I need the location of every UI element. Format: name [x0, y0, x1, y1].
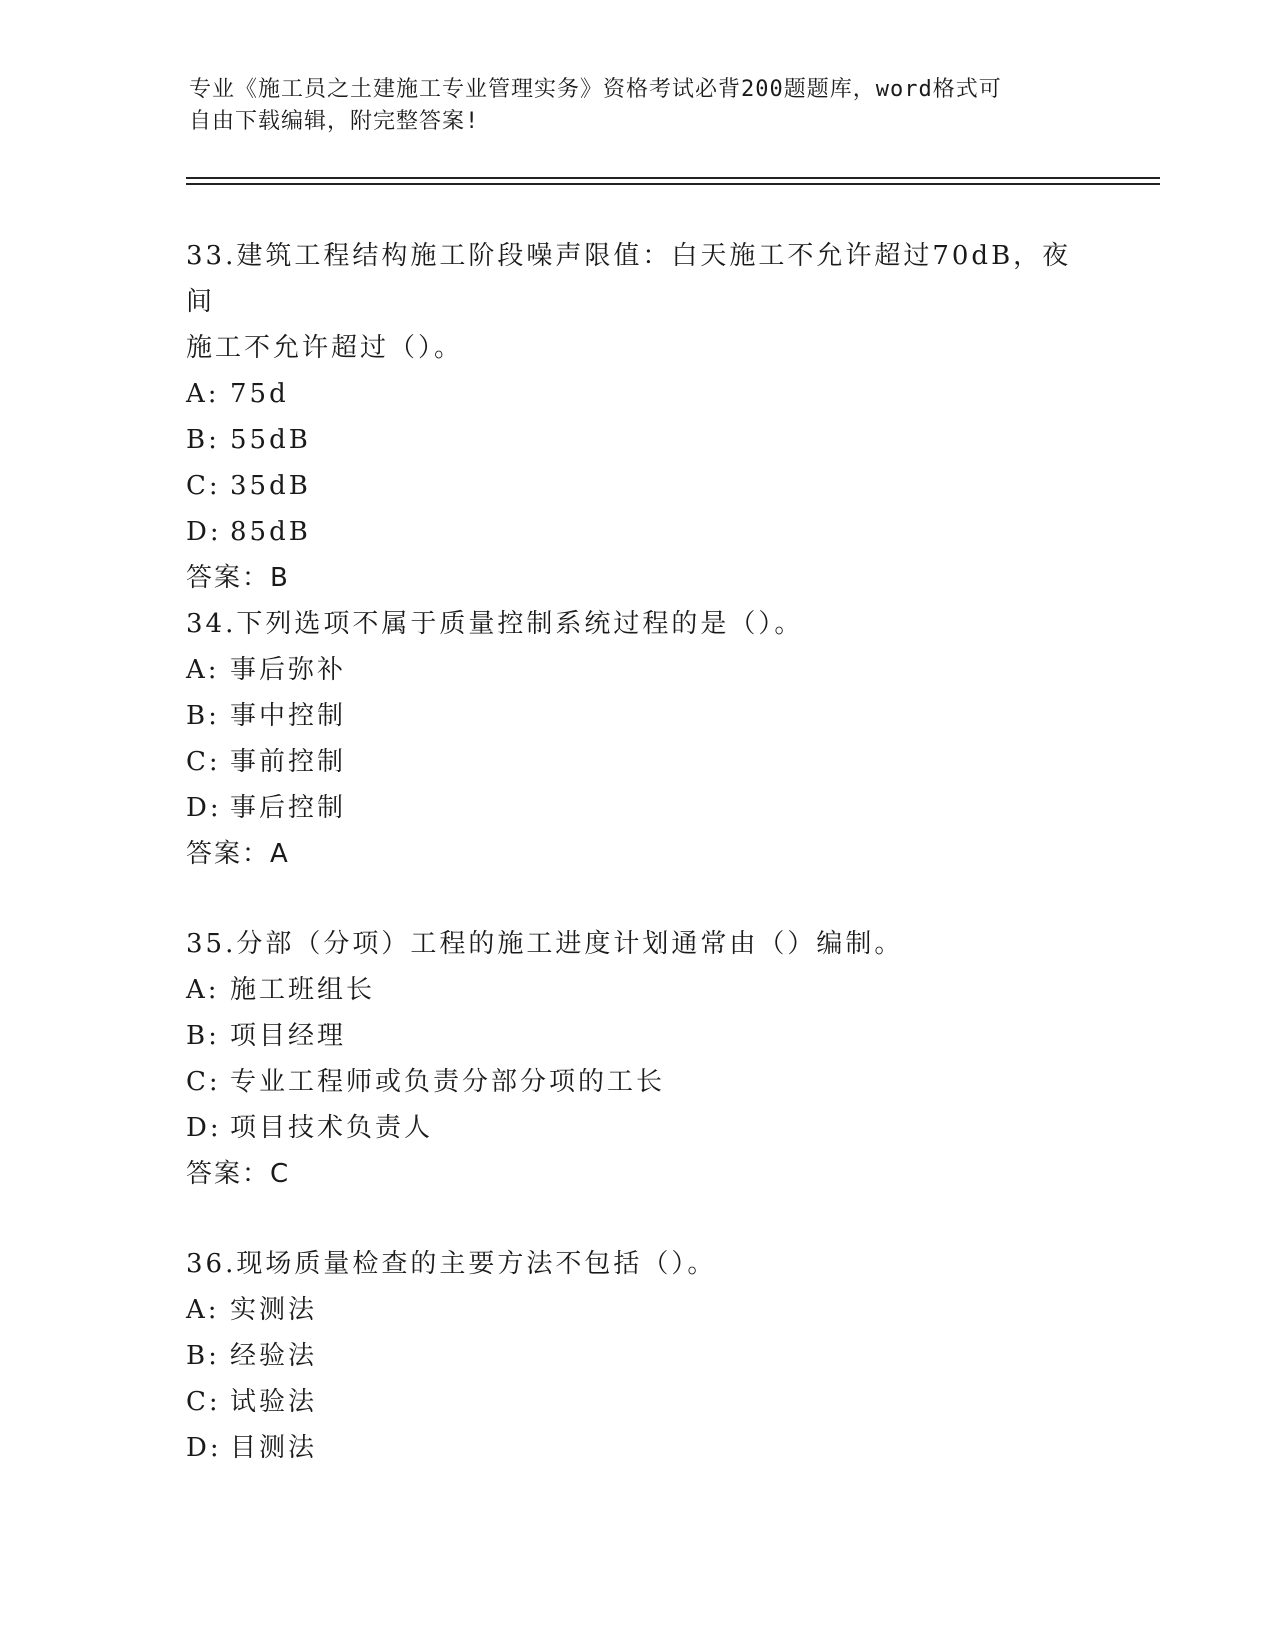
- option-letter: B:: [186, 701, 220, 731]
- answer: 答案：B: [186, 563, 290, 593]
- question-34: [186, 601, 1086, 877]
- question-title-continued: 施工不允许超过（）。: [186, 333, 464, 363]
- option-letter: D:: [186, 1433, 222, 1463]
- question-title: 33.建筑工程结构施工阶段噪声限值：白天施工不允许超过70dB，夜间: [186, 241, 1072, 317]
- header-line-2: 自由下载编辑，附完整答案!: [189, 109, 480, 134]
- option-d: [186, 509, 1086, 555]
- option-letter: D:: [186, 1113, 222, 1143]
- option-letter: C:: [186, 1387, 221, 1417]
- option-text: 经验法: [230, 1341, 318, 1371]
- question-title: 36.现场质量检查的主要方法不包括（）。: [186, 1249, 717, 1279]
- answer: 答案：C: [186, 1159, 291, 1189]
- option-text: 事中控制: [230, 701, 347, 731]
- option-c: [186, 1059, 1086, 1105]
- answer: 答案：A: [186, 839, 290, 869]
- option-text: 85dB: [230, 517, 311, 547]
- option-text: 55dB: [230, 425, 311, 455]
- option-letter: A:: [186, 655, 220, 685]
- question-33: [186, 233, 1086, 601]
- option-text: 试验法: [230, 1387, 318, 1417]
- option-a: [186, 647, 1086, 693]
- header-divider-bottom: [186, 183, 1160, 185]
- option-b: [186, 1333, 1086, 1379]
- option-text: 施工班组长: [230, 975, 376, 1005]
- option-text: 事后控制: [230, 793, 347, 823]
- option-letter: C:: [186, 747, 221, 777]
- option-text: 35dB: [230, 471, 311, 501]
- option-d: [186, 785, 1086, 831]
- option-a: [186, 967, 1086, 1013]
- option-text: 目测法: [230, 1433, 318, 1463]
- option-text: 专业工程师或负责分部分项的工长: [230, 1067, 666, 1097]
- option-letter: B:: [186, 1021, 220, 1051]
- option-text: 事前控制: [230, 747, 347, 777]
- option-b: [186, 417, 1086, 463]
- question-title: 34.下列选项不属于质量控制系统过程的是（）。: [186, 609, 804, 639]
- option-b: [186, 693, 1086, 739]
- option-letter: D:: [186, 793, 222, 823]
- option-a: [186, 371, 1086, 417]
- option-c: [186, 739, 1086, 785]
- header-divider-top: [186, 177, 1160, 179]
- option-text: 实测法: [230, 1295, 318, 1325]
- option-text: 项目经理: [230, 1021, 347, 1051]
- option-b: [186, 1013, 1086, 1059]
- question-36: [186, 1241, 1086, 1471]
- option-letter: B:: [186, 1341, 220, 1371]
- question-35: [186, 921, 1086, 1197]
- option-text: 75d: [230, 379, 289, 409]
- question-title: 35.分部（分项）工程的施工进度计划通常由（）编制。: [186, 929, 904, 959]
- option-letter: A:: [186, 379, 220, 409]
- option-letter: A:: [186, 975, 220, 1005]
- document-header: [189, 74, 1089, 138]
- option-c: [186, 463, 1086, 509]
- option-letter: D:: [186, 517, 222, 547]
- option-letter: C:: [186, 471, 221, 501]
- option-d: [186, 1425, 1086, 1471]
- header-line-1: 专业《施工员之土建施工专业管理实务》资格考试必背200题题库，word格式可: [189, 77, 1002, 102]
- option-text: 项目技术负责人: [230, 1113, 434, 1143]
- option-letter: A:: [186, 1295, 220, 1325]
- option-letter: B:: [186, 425, 220, 455]
- option-letter: C:: [186, 1067, 221, 1097]
- option-c: [186, 1379, 1086, 1425]
- option-d: [186, 1105, 1086, 1151]
- option-a: [186, 1287, 1086, 1333]
- option-text: 事后弥补: [230, 655, 347, 685]
